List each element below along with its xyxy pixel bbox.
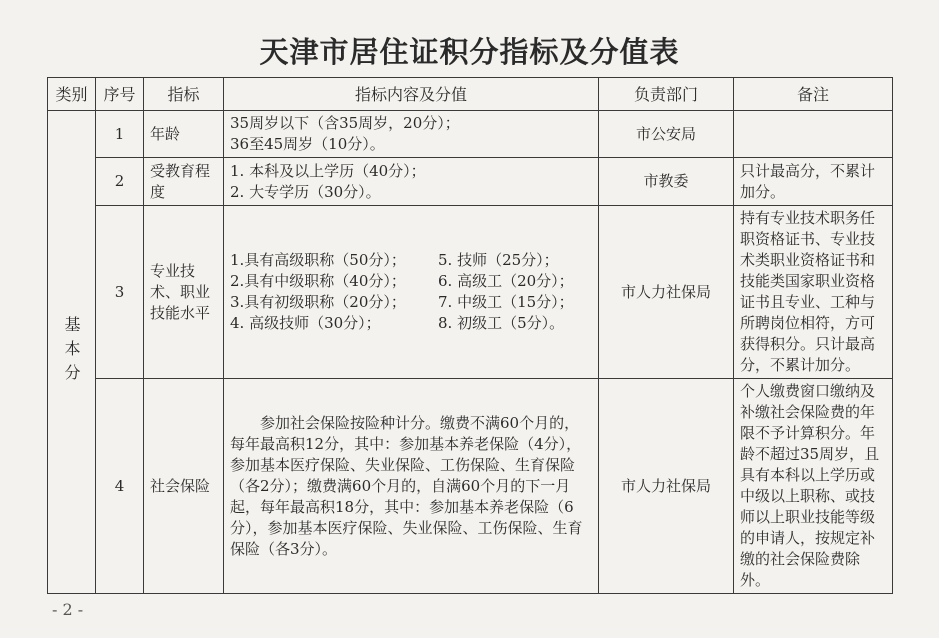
content-line: 3.具有初级职称（20分）；: [230, 293, 406, 311]
points-table: [47, 77, 893, 594]
row-note: [734, 111, 893, 158]
row-department: 市公安局: [599, 111, 734, 158]
row-content: [224, 206, 599, 379]
table-row: [48, 206, 893, 379]
content-line: 5. 技师（25分）；: [438, 251, 559, 269]
header-category: 类别: [48, 78, 96, 111]
row-number: 3: [96, 206, 144, 379]
row-indicator: 年龄: [144, 111, 224, 158]
row-content: [224, 158, 599, 206]
row-note: 持有专业技术职务任职资格证书、专业技术类职业资格证书和技能类国家职业资格证书且专业、工种与所聘岗位相符，方可获得积分。只计最高分，不累计加分。: [734, 206, 893, 379]
document-title: 天津市居住证积分指标及分值表: [259, 35, 680, 69]
header-number: 序号: [96, 78, 144, 111]
content-line: 4. 高级技师（30分）；: [230, 314, 381, 332]
row-number: 4: [96, 379, 144, 594]
header-note: 备注: [734, 78, 893, 111]
content-line: 6. 高级工（20分）；: [438, 272, 574, 290]
content-line: 35周岁以下（含35周岁，20分）；: [230, 114, 460, 132]
table-row: [48, 158, 893, 206]
header-department: 负责部门: [599, 78, 734, 111]
content-line: 8. 初级工（5分）。: [438, 314, 565, 332]
row-number: 2: [96, 158, 144, 206]
table-row: [48, 379, 893, 594]
row-content: [224, 111, 599, 158]
page-number: - 2 -: [52, 600, 84, 619]
table-header-row: [48, 78, 893, 111]
row-department: 市教委: [599, 158, 734, 206]
row-indicator: 专业技术、职业技能水平: [144, 206, 224, 379]
category-label: 基本分: [62, 316, 81, 388]
row-note: 个人缴费窗口缴纳及补缴社会保险费的年限不予计算积分。年龄不超过35周岁，且具有本科以上学历或中级以上职称、或技师以上职业技能等级的申请人，按规定补缴的社会保险费除外。: [734, 379, 893, 594]
content-line: 1.具有高级职称（50分）；: [230, 251, 406, 269]
header-indicator: 指标: [144, 78, 224, 111]
category-cell: [48, 111, 96, 594]
header-content: 指标内容及分值: [224, 78, 599, 111]
content-line: 36至45周岁（10分）。: [230, 135, 385, 153]
table-row: [48, 111, 893, 158]
content-line: 2.具有中级职称（40分）；: [230, 272, 406, 290]
row-department: 市人力社保局: [599, 206, 734, 379]
row-indicator: 受教育程度: [144, 158, 224, 206]
row-indicator: 社会保险: [144, 379, 224, 594]
row-department: 市人力社保局: [599, 379, 734, 594]
content-line: 2. 大专学历（30分）。: [230, 182, 381, 201]
row-content: 参加社会保险按险种计分。缴费不满60个月的，每年最高积12分，其中：参加基本养老保险（4分），参加基本医疗保险、失业保险、工伤保险、生育保险（各2分）；缴费满60个月的，自满60个月的下一月起，每年最高积18分，其中：参加基本养老保险（6分），参加基本医疗保险、失业保险、工伤保险、生育保险（各3分）。: [224, 379, 599, 594]
content-line: 1. 本科及以上学历（40分）；: [230, 161, 426, 180]
row-number: 1: [96, 111, 144, 158]
content-line: 7. 中级工（15分）；: [438, 293, 574, 311]
row-note: 只计最高分，不累计加分。: [734, 158, 893, 206]
